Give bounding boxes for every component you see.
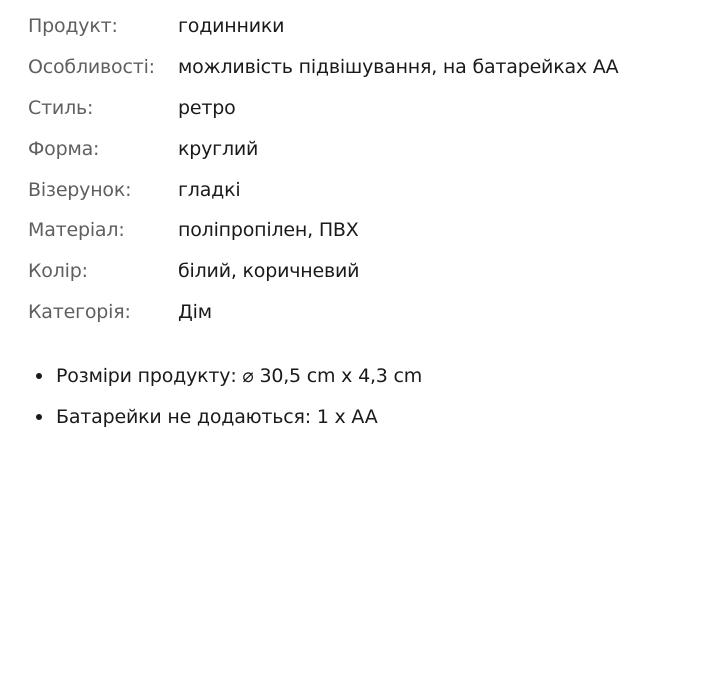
spec-value: годинники [178,15,285,38]
spec-label: Матеріал: [28,219,125,242]
spec-label: Візерунок: [28,178,132,201]
bullet-dot-icon [36,373,42,379]
spec-label: Особливості: [28,56,155,79]
spec-label: Колір: [28,260,88,283]
spec-value: гладкі [178,178,241,201]
spec-row-shape [28,128,618,169]
spec-value: білий, коричневий [178,260,360,283]
spec-label: Категорія: [28,300,131,323]
note-text: Батарейки не додаються: 1 x AA [56,406,378,429]
note-batteries [36,397,422,438]
note-text: Розміри продукту: ⌀ 30,5 cm x 4,3 cm [56,365,423,388]
spec-value: Дім [178,300,212,323]
spec-row-category [28,292,618,333]
spec-row-material [28,210,618,251]
spec-row-features [28,47,618,88]
spec-label: Форма: [28,137,100,160]
product-notes-list [36,356,422,438]
spec-value: ретро [178,96,236,119]
bullet-dot-icon [36,414,42,420]
spec-label: Стиль: [28,96,94,119]
note-dimensions [36,356,422,397]
spec-row-style [28,88,618,129]
spec-value: можливість підвішування, на батарейках АА [178,56,619,79]
spec-row-pattern [28,169,618,210]
product-specs-table [28,6,618,332]
spec-row-color [28,251,618,292]
spec-value: круглий [178,137,259,160]
spec-label: Продукт: [28,15,118,38]
spec-value: поліпропілен, ПВХ [178,219,359,242]
spec-row-product [28,6,618,47]
